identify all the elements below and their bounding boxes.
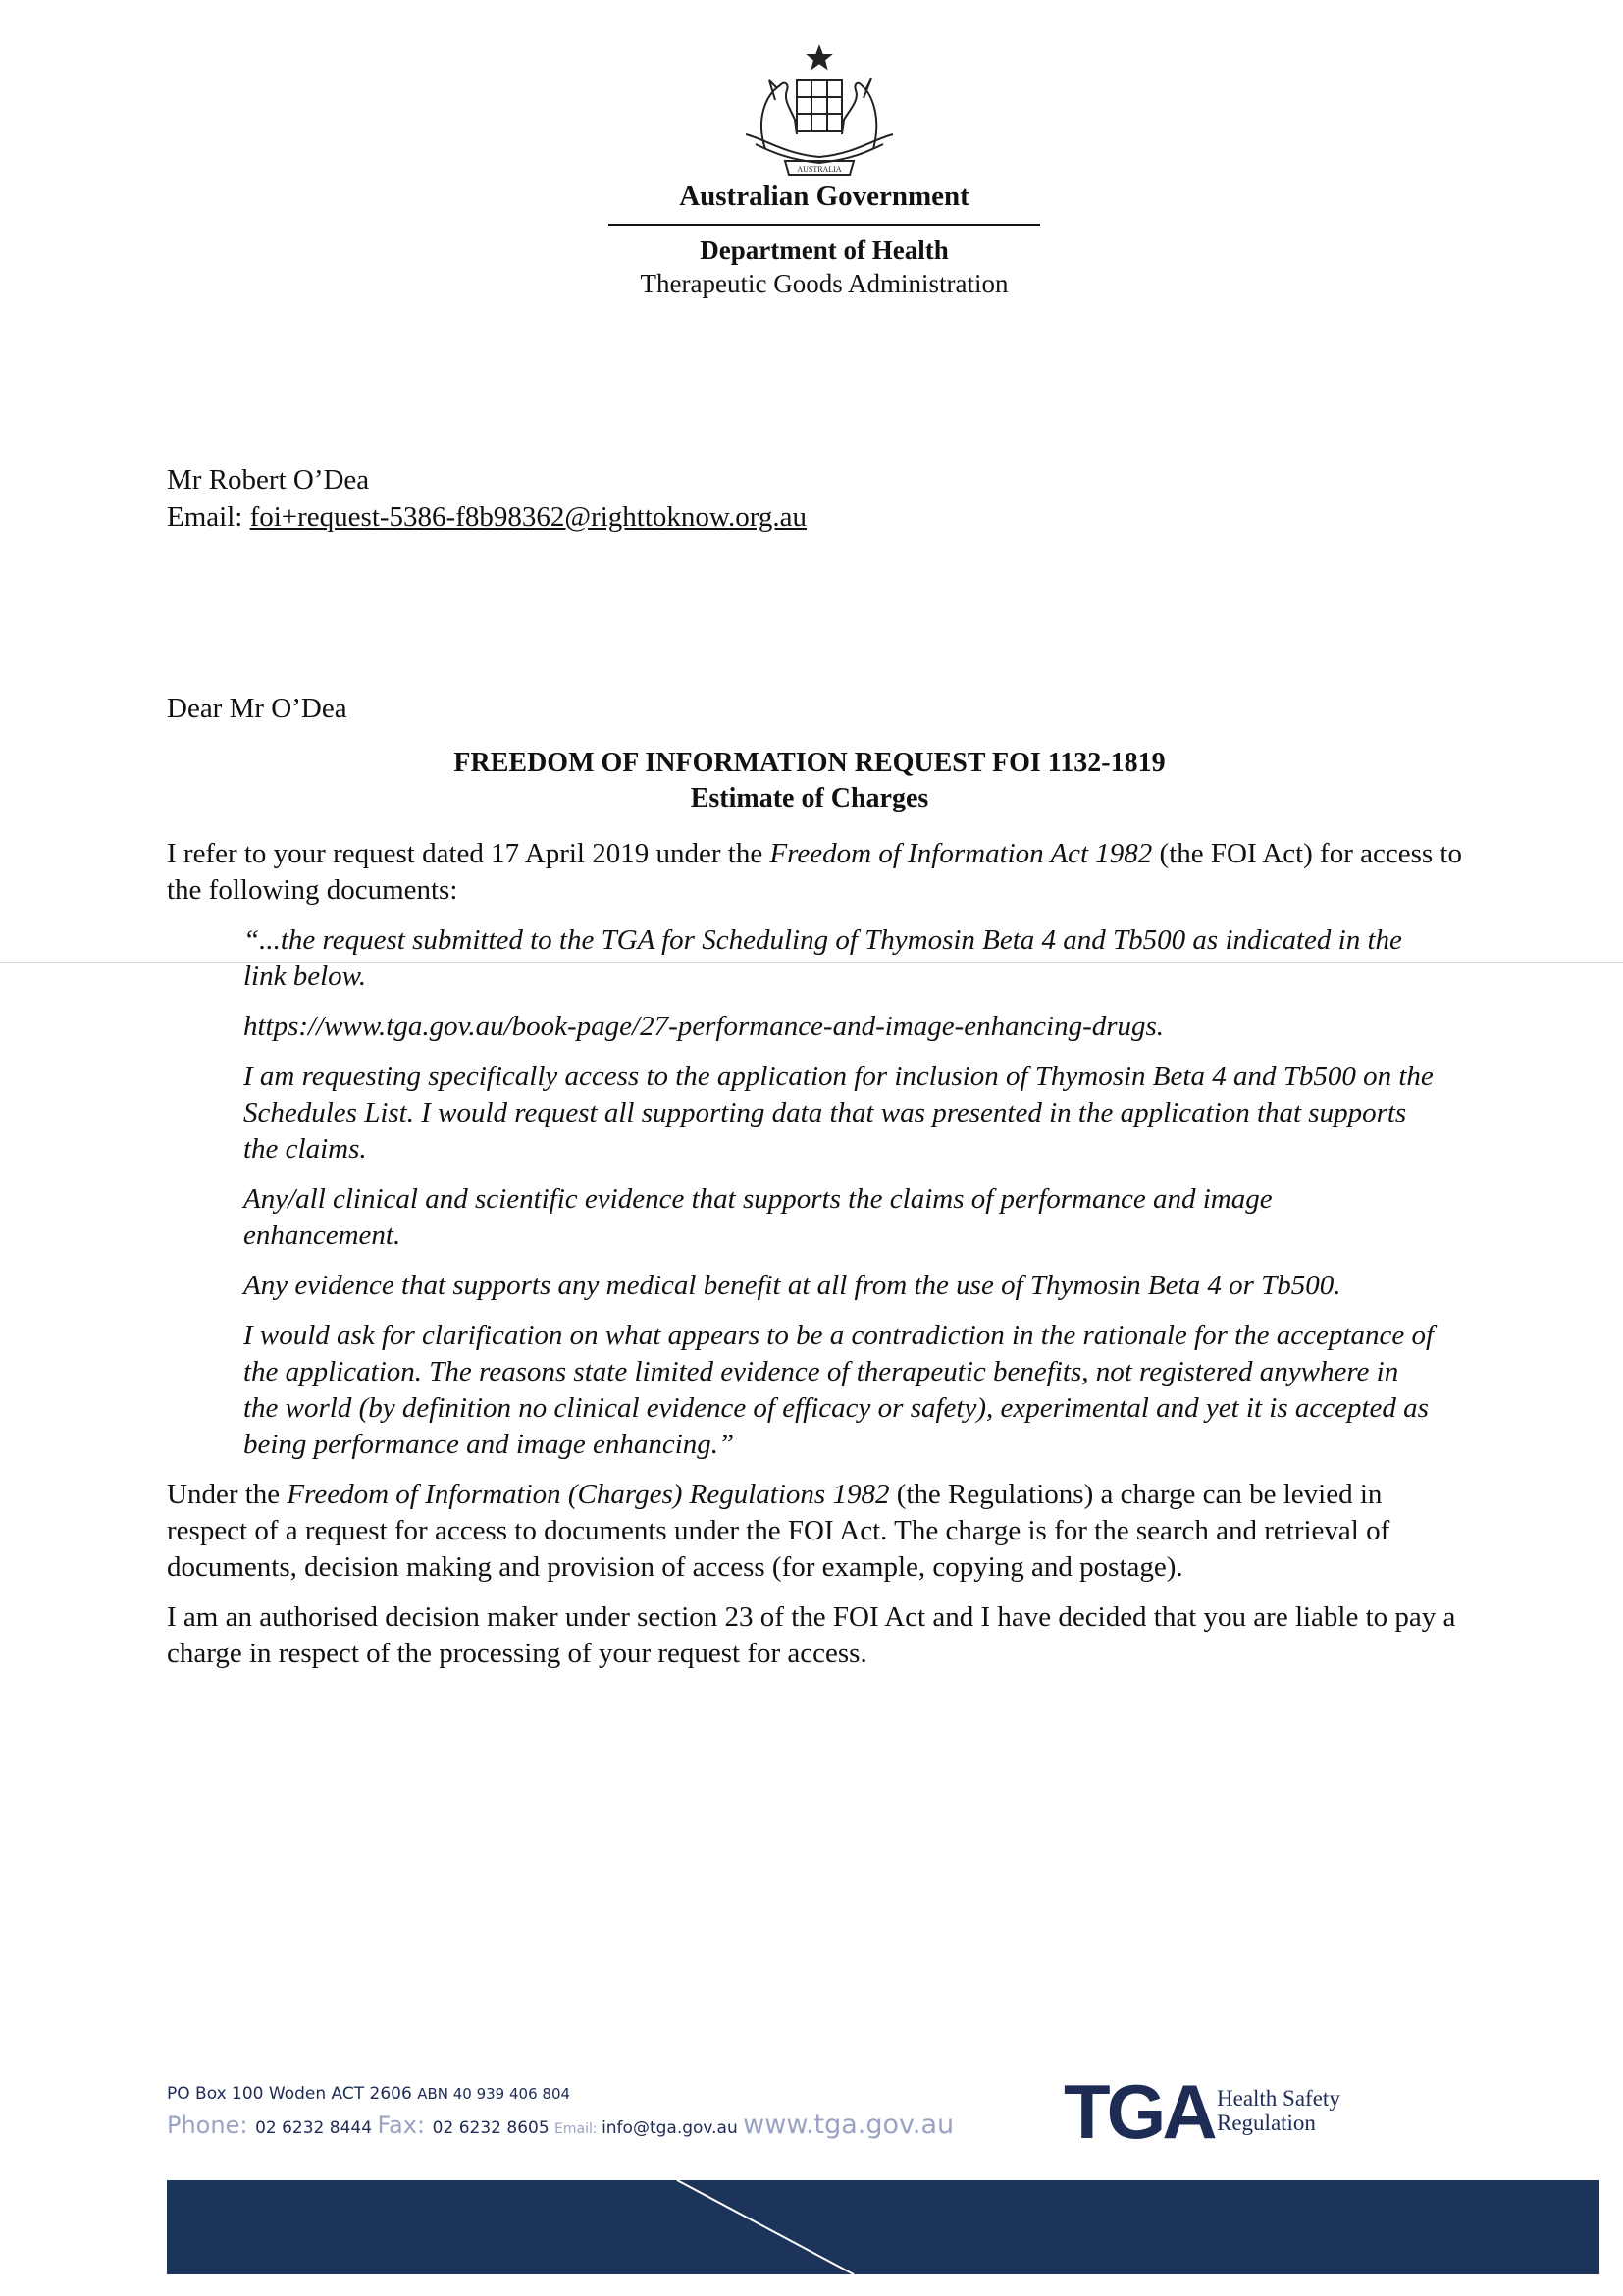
tga-tagline [1217, 2086, 1340, 2135]
decision-paragraph: I am an authorised decision maker under section 23 of the FOI Act and I have decided that you are liable to pay a charge in respect of the processing of your request for access. [167, 1601, 1456, 1669]
phone-label: Phone: [167, 2112, 256, 2139]
footer-phone: 02 6232 8444 [255, 2118, 373, 2138]
request-quote [243, 922, 1436, 1463]
fax-label: Fax: [377, 2112, 433, 2139]
quote-paragraph: Any/all clinical and scientific evidence that supports the claims of performance and image enhancement. [243, 1183, 1273, 1251]
charges-text: Under the [167, 1479, 288, 1510]
footer-po-box: PO Box 100 Woden ACT 2606 [167, 2084, 412, 2104]
footer-website[interactable]: www.tga.gov.au [743, 2110, 955, 2140]
letter-heading [167, 746, 1452, 816]
svg-text:AUSTRALIA: AUSTRALIA [797, 165, 842, 174]
letter-body [167, 836, 1462, 1686]
government-title: Australian Government [679, 181, 969, 212]
quote-paragraph: I am requesting specifically access to the application for inclusion of Thymosin Beta 4 and Tb500 on the Schedules List. I would request all supporting data that was presented in the application that supports the claims. [243, 1061, 1434, 1165]
recipient-email-label: Email: [167, 501, 250, 533]
intro-paragraph [167, 836, 1462, 909]
recipient-block [167, 461, 807, 536]
coat-of-arms-icon [726, 41, 913, 188]
intro-text: I refer to your request dated 17 April 2019 under the [167, 838, 770, 869]
quote-link: https://www.tga.gov.au/book-page/27-performance-and-image-enhancing-drugs. [243, 1011, 1165, 1042]
tagline-line-1: Health Safety [1217, 2086, 1340, 2111]
quote-paragraph: “...the request submitted to the TGA for Scheduling of Thymosin Beta 4 and Tb500 as indicated in the link below. [243, 924, 1402, 992]
recipient-name: Mr Robert O’Dea [167, 464, 370, 496]
agency-name: Therapeutic Goods Administration [640, 269, 1009, 298]
recipient-email-line [167, 498, 807, 536]
footer-fax: 02 6232 8605 [432, 2118, 550, 2138]
letterhead-divider [608, 224, 1040, 226]
department-name: Department of Health [700, 235, 949, 265]
recipient-email-link[interactable]: foi+request-5386-f8b98362@righttoknow.org.au [249, 501, 807, 533]
footer-address [167, 2084, 570, 2104]
quote-paragraph: Any evidence that supports any medical benefit at all from the use of Thymosin Beta 4 or Tb500. [243, 1270, 1341, 1301]
intro-text-end: (the FOI Act) for access to the following documents: [167, 838, 1462, 906]
tga-logo: TGA [1064, 2068, 1214, 2155]
charges-paragraph [167, 1477, 1462, 1586]
footer-abn: ABN 40 939 406 804 [417, 2085, 571, 2103]
heading-line-1: FREEDOM OF INFORMATION REQUEST FOI 1132-1819 [453, 748, 1166, 778]
email-label: Email: [554, 2121, 602, 2137]
footer-contacts [167, 2110, 954, 2140]
tagline-line-2: Regulation [1217, 2111, 1316, 2135]
footer-email[interactable]: info@tga.gov.au [602, 2118, 738, 2138]
footer-band-graphic [167, 2180, 1599, 2274]
salutation: Dear Mr O’Dea [167, 693, 347, 724]
regulations-title: Freedom of Information (Charges) Regulations 1982 [287, 1479, 890, 1510]
heading-line-2: Estimate of Charges [690, 783, 929, 813]
quote-paragraph: I would ask for clarification on what appears to be a contradiction in the rationale for the acceptance of the application. The reasons state limited evidence of therapeutic benefits, not registered anywhere in the world (by definition no clinical evidence of efficacy or safety), experimental and yet it is accepted as being performance and image enhancing.” [243, 1320, 1435, 1460]
footer-band [167, 2180, 1599, 2274]
charges-text-end: (the Regulations) a charge can be levied in respect of a request for access to documents under the FOI Act. The charge is for the search and retrieval of documents, decision making and provision of access (for example, copying and postage). [167, 1479, 1390, 1583]
act-title: Freedom of Information Act 1982 [769, 838, 1153, 869]
